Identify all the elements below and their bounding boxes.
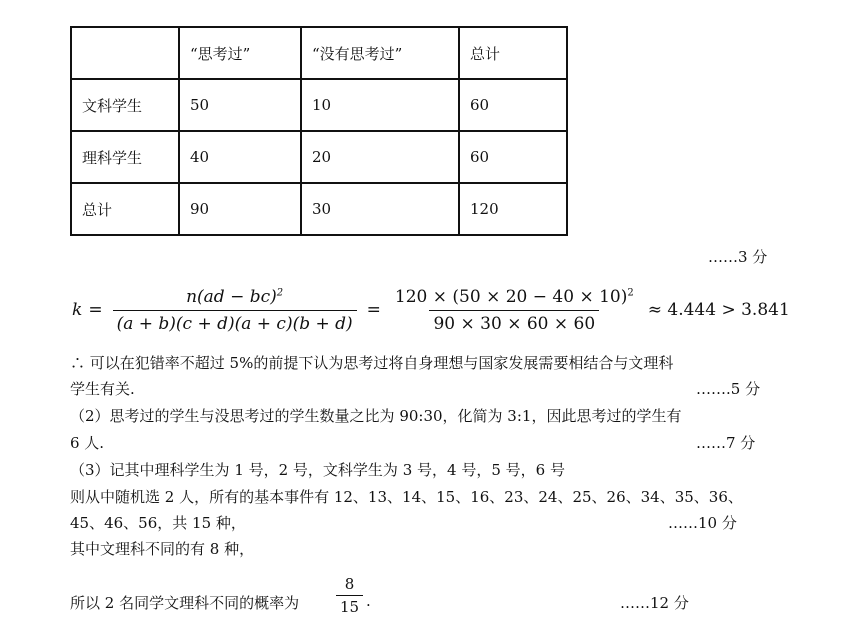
score-mark-10: ……10 分 [668,514,737,532]
formula-fraction-numeric [391,287,638,334]
chi-square-formula [72,283,790,337]
table-cell: 50 [179,79,301,131]
table-row [71,131,567,183]
table-header-row [71,27,567,79]
part3-line-4: 其中文理科不同的有 8 种， [70,540,255,558]
fraction-denominator: 15 [336,595,363,616]
part3-line-1: （3）记其中理科学生为 1 号，2 号，文科学生为 3 号，4 号，5 号，6 号 [70,461,565,479]
table-cell: 文科学生 [71,79,179,131]
score-mark-7: ……7 分 [696,434,756,452]
table-row [71,183,567,235]
exponent: 2 [276,286,284,298]
table-cell: 60 [459,131,567,183]
sentence-period: . [366,592,371,610]
numerator-text: 120 × (50 × 20 − 40 × 10) [394,286,628,307]
score-mark-5: …….5 分 [696,380,761,398]
numerator-text: n(ad − bc) [186,286,277,307]
table-cell: 120 [459,183,567,235]
table-cell: 90 [179,183,301,235]
probability-fraction [336,575,363,616]
part3-line-5: 所以 2 名同学文理科不同的概率为 [70,594,300,612]
formula-lhs: k [72,300,83,320]
formula-equals: = [366,300,381,320]
table-header-cell: “没有思考过” [301,27,459,79]
score-mark-3: ……3 分 [708,248,768,266]
table-header-cell: 总计 [459,27,567,79]
fraction-denominator: 90 × 30 × 60 × 60 [429,310,599,334]
contingency-table [70,26,568,236]
table-cell: 20 [301,131,459,183]
formula-equals: = [88,300,103,320]
part3-line-2: 则从中随机选 2 人，所有的基本事件有 12、13、14、15、16、23、24、25、26、34、35、36、 [70,488,743,506]
score-mark-12: ……12 分 [620,594,689,612]
conclusion-line-2: 学生有关. [70,380,135,398]
part2-line-1: （2）思考过的学生与没思考过的学生数量之比为 90:30，化简为 3:1，因此思考过的学生有 [70,407,682,425]
fraction-numerator: 8 [344,575,355,593]
formula-fraction-symbolic [113,287,357,334]
table-cell: 30 [301,183,459,235]
table-cell: 60 [459,79,567,131]
table-header-cell [71,27,179,79]
part3-line-3: 45、46、56，共 15 种， [70,514,246,532]
conclusion-line-1: ∴ 可以在犯错率不超过 5%的前提下认为思考过将自身理想与国家发展需要相结合与文理科 [70,354,674,372]
table-cell: 40 [179,131,301,183]
table-cell: 10 [301,79,459,131]
formula-result: ≈ 4.444 > 3.841 [647,300,790,320]
exponent: 2 [627,286,634,298]
table-cell: 总计 [71,183,179,235]
table-row [71,79,567,131]
part2-line-2: 6 人. [70,434,105,452]
fraction-numerator [391,287,638,310]
table-cell: 理科学生 [71,131,179,183]
table-header-cell: “思考过” [179,27,301,79]
fraction-numerator [182,287,287,310]
fraction-denominator: (a + b)(c + d)(a + c)(b + d) [113,310,357,334]
